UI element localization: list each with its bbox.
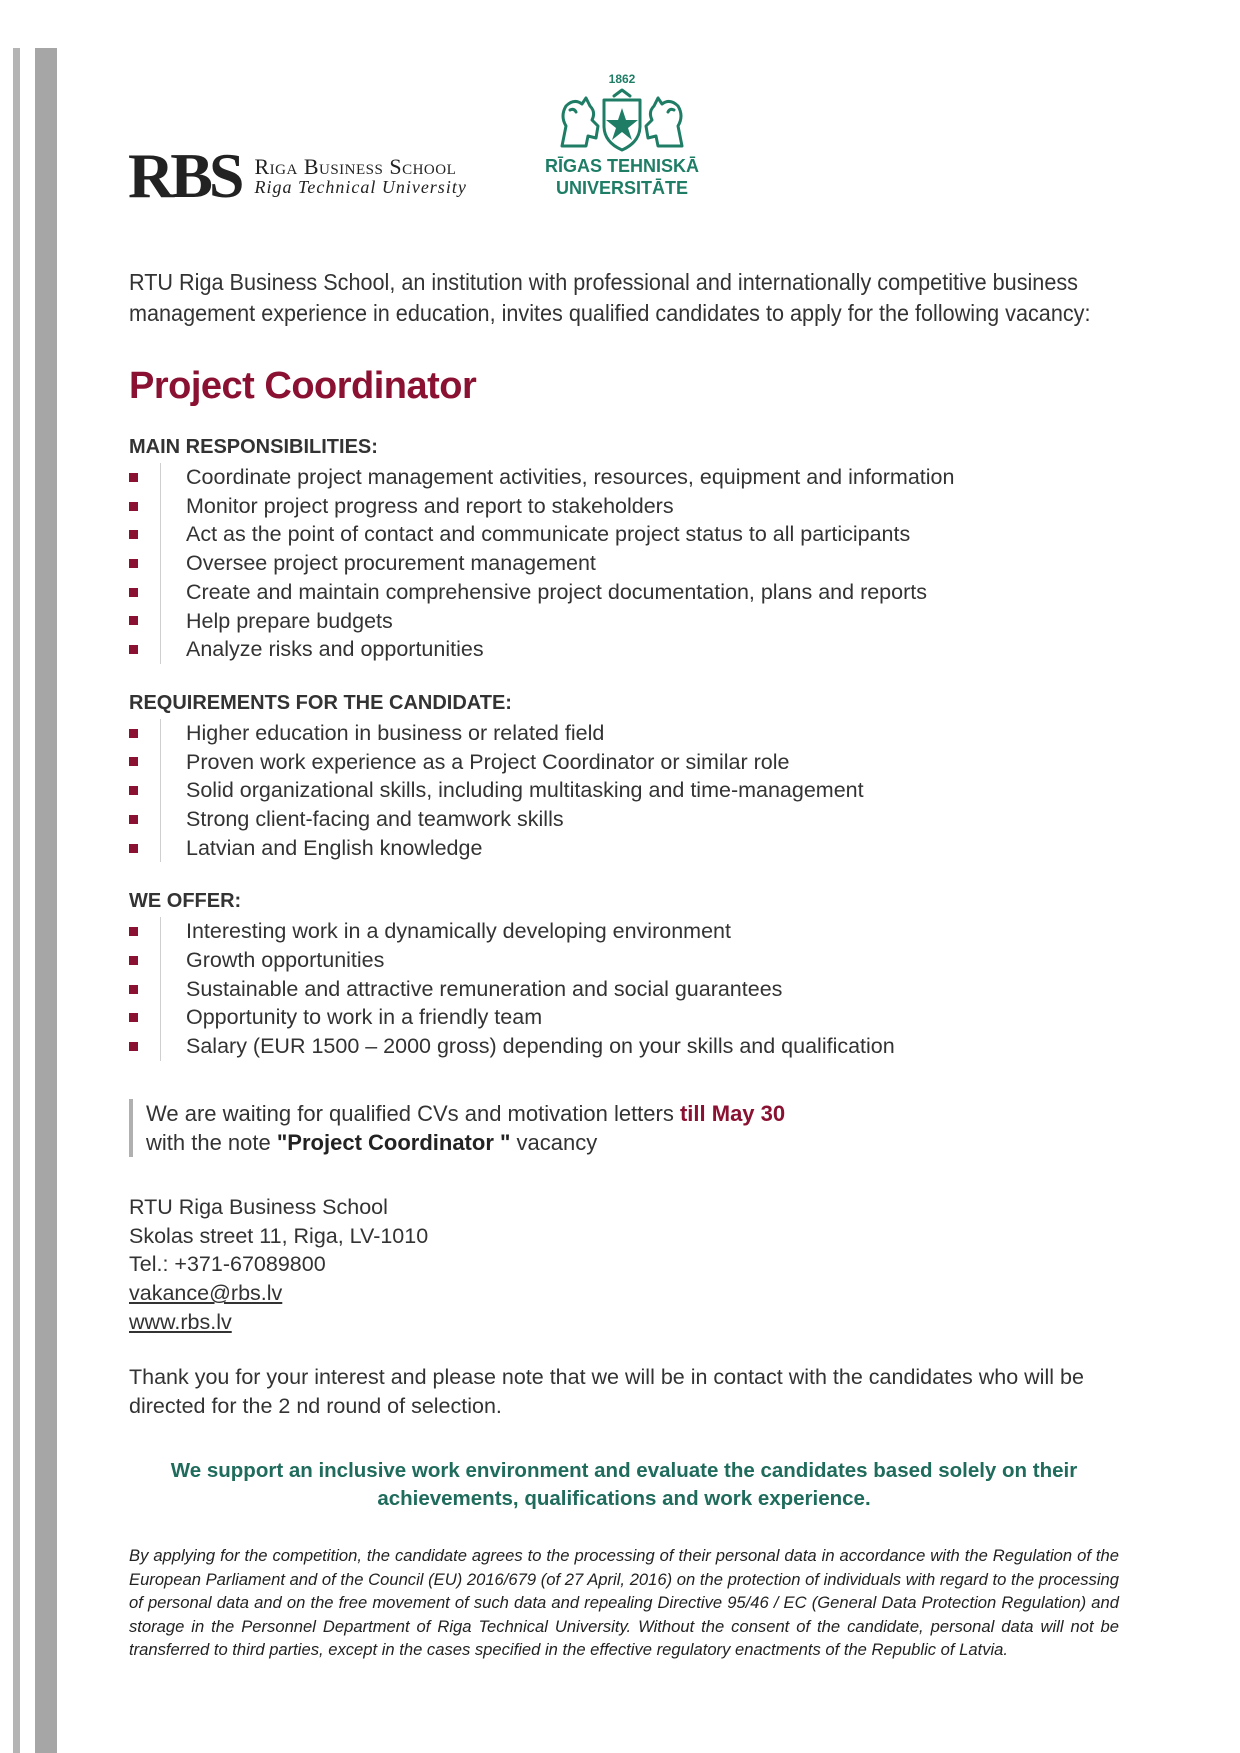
section-heading: REQUIREMENTS FOR THE CANDIDATE: [129, 691, 512, 714]
list-item [129, 719, 1119, 748]
contact-street: Skolas street 11, Riga, LV-1010 [129, 1223, 429, 1248]
bullet-square-icon [129, 844, 138, 853]
section-offer [129, 890, 1119, 1060]
note-deadline: till May 30 [679, 1100, 786, 1126]
bullet-square-icon [129, 786, 138, 795]
bullet-square-icon [129, 588, 138, 597]
list-item [129, 635, 1119, 664]
application-note [129, 1099, 1119, 1157]
list-item-text: Proven work experience as a Project Coordinator or similar role [160, 748, 789, 777]
list-item [129, 917, 1119, 946]
list-item-text: Opportunity to work in a friendly team [160, 1003, 542, 1032]
section-responsibilities [129, 436, 1119, 664]
rtu-logo-name-line2: UNIVERSITĀTE [555, 177, 688, 198]
bullet-square-icon [129, 956, 138, 965]
bullet-square-icon [129, 502, 138, 511]
bullet-square-icon [129, 1013, 138, 1022]
rtu-logo-name-line1: RĪGAS TEHNISKĀ [544, 156, 699, 176]
rbs-logo-line2: Riga Technical University [254, 176, 467, 197]
inclusive-statement: We support an inclusive work environment and evaluate the candidates based solely on their achievements, qualifications and work experience. [170, 1458, 1078, 1510]
contact-block [129, 1193, 1119, 1337]
list-item [129, 549, 1119, 578]
list-item-text: Solid organizational skills, including multitasking and time-management [160, 776, 864, 805]
bullet-square-icon [129, 645, 138, 654]
list-item-text: Create and maintain comprehensive project documentation, plans and reports [160, 578, 927, 607]
bullet-square-icon [129, 985, 138, 994]
gdpr-disclaimer: By applying for the competition, the candidate agrees to the processing of their personal data in accordance with the Regulation of the European Parliament and of the Council (EU) 2016/679 (of 27 April, 2016) on the protection of individuals with regard to the processing of personal data and on the free movement of such data and repealing Directive 95/46 / EC (General Data Protection Regulation) and storage in the Personnel Department of Riga Technical University. Without the consent of the candidate, personal data will not be transferred to third parties, except in the cases specified in the effective regulatory enactments of the Republic of Latvia. [129, 1546, 1119, 1660]
bullet-square-icon [129, 1042, 138, 1051]
thanks-paragraph: Thank you for your interest and please note that we will be in contact with the candidates who will be directed for the 2 nd round of selection. [129, 1364, 1084, 1418]
section-heading: MAIN RESPONSIBILITIES: [129, 436, 378, 459]
header-logos [128, 72, 728, 212]
bullet-square-icon [129, 473, 138, 482]
list-item [129, 607, 1119, 636]
list-item-text: Strong client-facing and teamwork skills [160, 805, 564, 834]
rtu-crest-icon [552, 86, 692, 156]
list-item-text: Oversee project procurement management [160, 549, 596, 578]
requirements-list [129, 719, 1119, 862]
list-item [129, 1032, 1119, 1061]
rtu-logo-year: 1862 [608, 72, 636, 86]
bullet-square-icon [129, 559, 138, 568]
job-title: Project Coordinator [129, 365, 477, 408]
intro-paragraph: RTU Riga Business School, an institution with professional and internationally competitive business management experience in education, invites qualified candidates to apply for the following vacancy: [129, 269, 1091, 327]
list-item [129, 520, 1119, 549]
note-text-part2: with the note [146, 1129, 277, 1155]
rbs-logo-mark: RBS [128, 140, 241, 211]
list-item [129, 776, 1119, 805]
list-item [129, 946, 1119, 975]
contact-website-link[interactable]: www.rbs.lv [129, 1310, 232, 1335]
list-item-text: Analyze risks and opportunities [160, 635, 484, 664]
contact-phone: Tel.: +371-67089800 [129, 1252, 326, 1277]
list-item-text: Latvian and English knowledge [160, 834, 482, 863]
note-text-part1: We are waiting for qualified CVs and motivation letters [146, 1100, 680, 1126]
list-item [129, 975, 1119, 1004]
list-item-text: Salary (EUR 1500 – 2000 gross) depending on your skills and qualification [160, 1032, 895, 1061]
list-item-text: Help prepare budgets [160, 607, 393, 636]
bullet-square-icon [129, 616, 138, 625]
list-item [129, 578, 1119, 607]
list-item-text: Higher education in business or related field [160, 719, 604, 748]
left-margin-bar-thin [13, 48, 20, 1753]
section-heading: WE OFFER: [129, 890, 242, 913]
contact-email-link[interactable]: vakance@rbs.lv [129, 1281, 283, 1306]
rbs-logo [128, 140, 467, 211]
left-margin-bar-thick [35, 48, 57, 1753]
list-item [129, 805, 1119, 834]
bullet-square-icon [129, 530, 138, 539]
bullet-square-icon [129, 729, 138, 738]
list-item [129, 834, 1119, 863]
bullet-square-icon [129, 927, 138, 936]
list-item-text: Coordinate project management activities, resources, equipment and information [160, 463, 954, 492]
list-item-text: Monitor project progress and report to stakeholders [160, 492, 674, 521]
list-item [129, 463, 1119, 492]
note-text-part3: vacancy [510, 1129, 598, 1155]
list-item-text: Sustainable and attractive remuneration and social guarantees [160, 975, 782, 1004]
list-item-text: Interesting work in a dynamically developing environment [160, 917, 731, 946]
list-item [129, 492, 1119, 521]
list-item-text: Act as the point of contact and communicate project status to all participants [160, 520, 910, 549]
offer-list [129, 917, 1119, 1060]
section-requirements [129, 692, 1119, 862]
list-item [129, 1003, 1119, 1032]
bullet-square-icon [129, 757, 138, 766]
note-vacancy-label: "Project Coordinator " [276, 1129, 511, 1155]
list-item-text: Growth opportunities [160, 946, 384, 975]
vacancy-content [129, 267, 1119, 1662]
bullet-square-icon [129, 815, 138, 824]
list-item [129, 748, 1119, 777]
responsibilities-list [129, 463, 1119, 664]
rbs-logo-text [255, 155, 467, 198]
rtu-logo [538, 72, 706, 199]
contact-name: RTU Riga Business School [129, 1194, 388, 1219]
rbs-logo-line1: Riga Business School [254, 153, 457, 179]
